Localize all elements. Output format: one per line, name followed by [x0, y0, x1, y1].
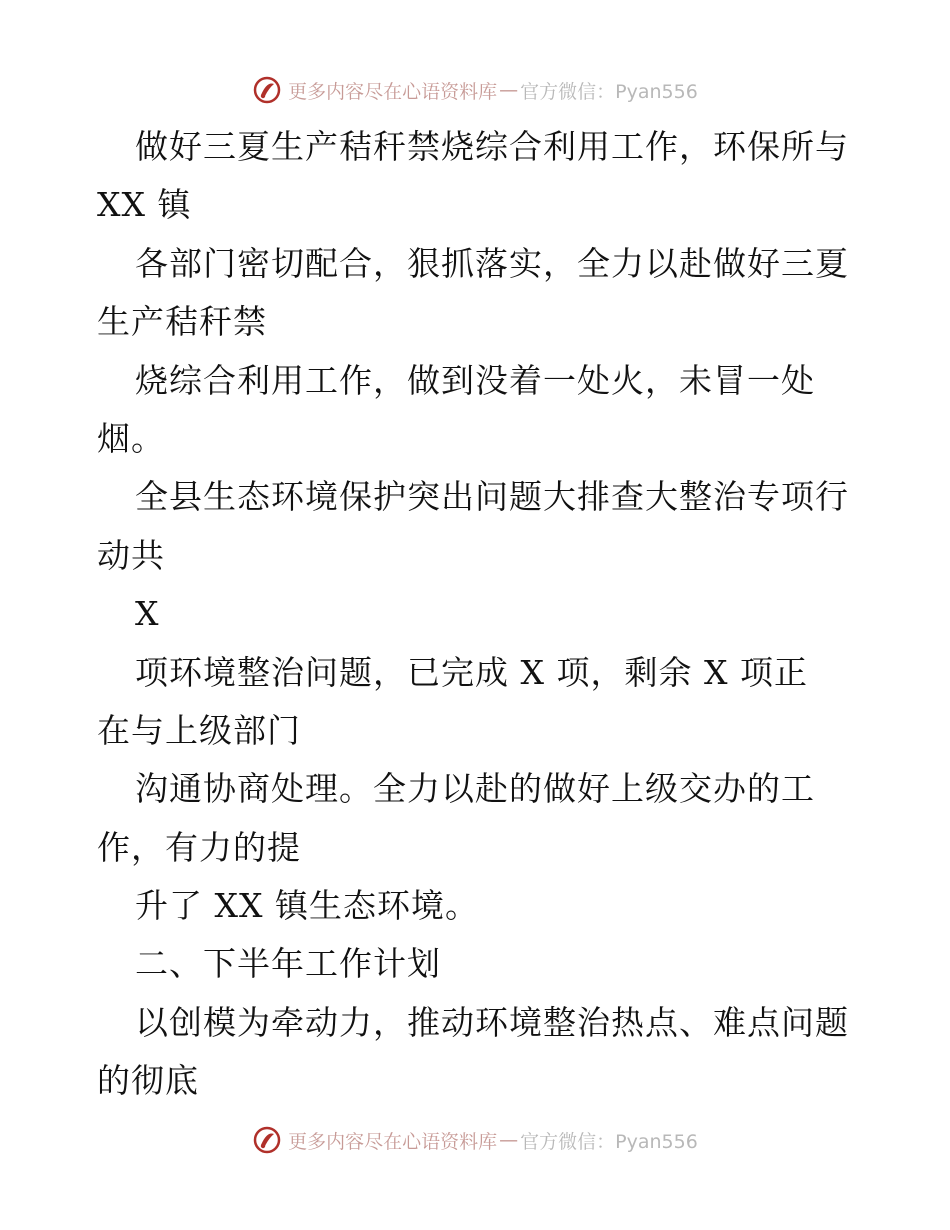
footer-banner: [0, 1120, 950, 1160]
body-line: 升了 XX 镇生态环境。: [135, 886, 479, 926]
banner-separator: —: [499, 1129, 519, 1151]
body-line: 做好三夏生产秸秆禁烧综合利用工作，环保所与: [135, 127, 849, 166]
brand-logo-icon: [252, 75, 282, 105]
body-line: 生产秸秆禁: [97, 302, 267, 342]
brand-logo-icon: [252, 1125, 282, 1155]
body-line: X: [135, 594, 160, 634]
body-line: 作，有力的提: [97, 827, 301, 867]
document-body: [97, 118, 857, 1111]
body-line: XX 镇: [97, 185, 192, 225]
banner-wechat: 官方微信：Pyan556: [520, 1130, 698, 1153]
body-line: 烟。: [97, 418, 165, 458]
banner-separator: —: [499, 79, 519, 101]
body-line: 全县生态环境保护突出问题大排查大整治专项行: [135, 477, 849, 517]
banner-text: 更多内容尽在心语资料库: [288, 1130, 498, 1153]
body-line: 动共: [97, 535, 165, 575]
body-line: 在与上级部门: [97, 710, 301, 750]
banner-text: 更多内容尽在心语资料库: [288, 80, 498, 103]
header-banner: [0, 70, 950, 110]
body-line: 的彻底: [97, 1061, 199, 1101]
body-line: 沟通协商处理。全力以赴的做好上级交办的工: [135, 769, 815, 809]
body-line: 以创模为牵动力，推动环境整治热点、难点问题: [135, 1002, 849, 1042]
body-line: 项环境整治问题，已完成 X 项，剩余 X 项正: [135, 652, 808, 692]
body-line: 二、下半年工作计划: [135, 944, 441, 984]
banner-wechat: 官方微信：Pyan556: [520, 80, 698, 103]
body-line: 烧综合利用工作，做到没着一处火，未冒一处: [135, 360, 815, 400]
body-line: 各部门密切配合，狠抓落实，全力以赴做好三夏: [135, 243, 849, 283]
